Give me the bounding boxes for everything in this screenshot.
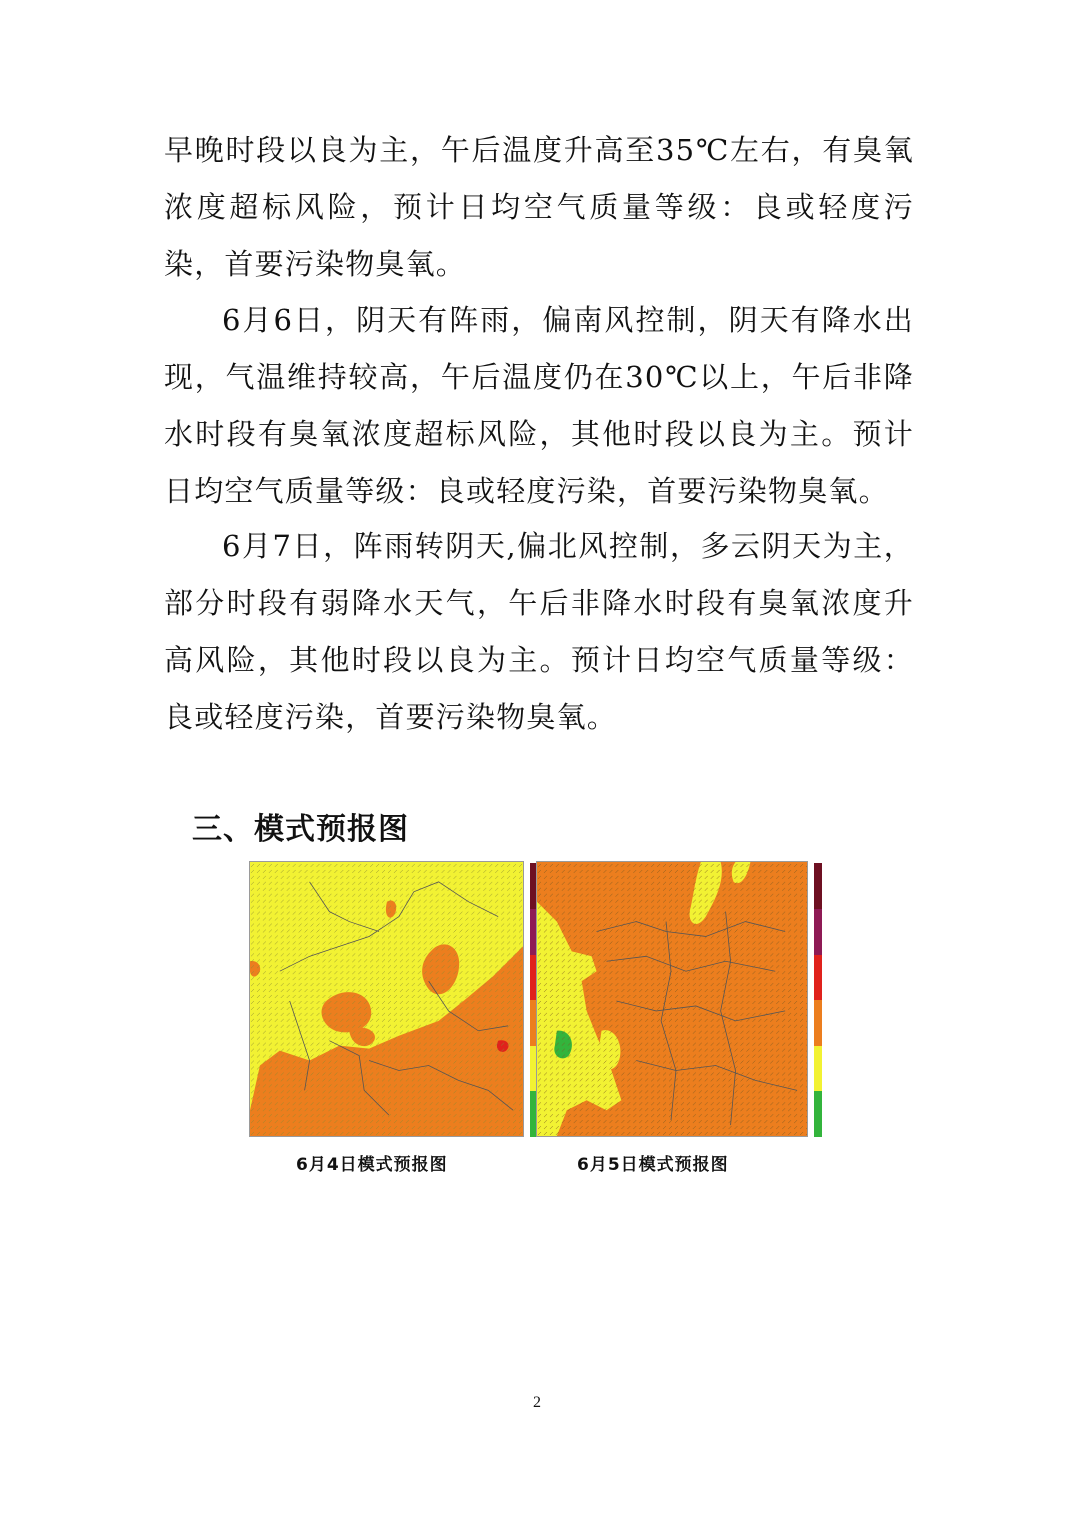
- page-number: 2: [533, 1394, 541, 1411]
- paragraph-forecast-june-7: 6月7日，阵雨转阴天,偏北风控制，多云阴天为主，部分时段有弱降水天气，午后非降水时段有臭氧浓度升高风险，其他时段以良为主。预计日均空气质量等级：良或轻度污染，首要污染物臭氧。: [164, 529, 914, 734]
- forecast-map-june-5: [536, 861, 808, 1137]
- color-scale-map-2: [814, 863, 822, 1137]
- paragraph-forecast-june-6: 6月6日，阴天有阵雨，偏南风控制，阴天有降水出现，气温维持较高，午后温度仍在30℃以上，午后非降水时段有臭氧浓度超标风险，其他时段以良为主。预计日均空气质量等级：良或轻度污染，首要污染物臭氧。: [164, 303, 914, 508]
- forecast-map-june-4: [249, 861, 524, 1137]
- caption-map-june-4: 6月4日模式预报图: [296, 1155, 448, 1175]
- paragraph-forecast-june-5: 早晚时段以良为主，午后温度升高至35℃左右，有臭氧浓度超标风险，预计日均空气质量等级：良或轻度污染，首要污染物臭氧。: [164, 133, 914, 281]
- caption-map-june-5: 6月5日模式预报图: [577, 1155, 729, 1175]
- section-heading-model-forecast: 三、模式预报图: [192, 812, 409, 847]
